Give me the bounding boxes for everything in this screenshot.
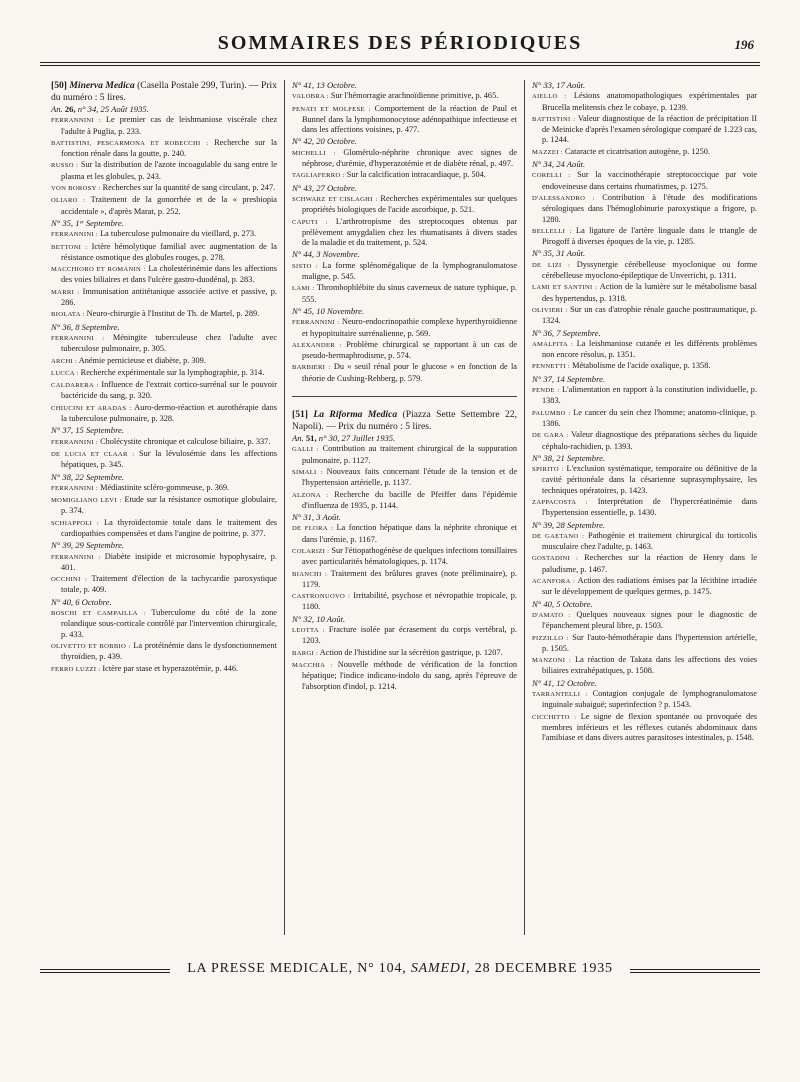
article-entry	[532, 361, 757, 372]
footer-journal: LA PRESSE MEDICALE, N° 104,	[187, 961, 407, 976]
article-entry	[51, 309, 277, 320]
article-author: LAMI :	[292, 285, 315, 293]
article-title: Anémie pernicieuse et diabète, p. 309.	[78, 355, 206, 365]
article-entry	[532, 610, 757, 632]
journal-info: (Piazza Sette Settembre 22, Napoli). — Prix du numéro : 5 lires.	[292, 409, 517, 432]
issue-date: N° 31, 3 Août.	[292, 512, 341, 523]
footer-day: SAMEDI,	[410, 961, 471, 976]
article-title: Influence de l'extrait cortico-surrénal sur le pouvoir bactéricide du sang, p. 320.	[61, 380, 277, 401]
article-author: COLARIZI :	[292, 547, 330, 555]
issue-heading	[532, 678, 757, 688]
article-entry	[51, 380, 277, 402]
journal-heading	[51, 80, 277, 103]
article-entry	[292, 340, 517, 362]
article-entry	[532, 689, 757, 711]
article-author: DE LUCIA ET CLAAR :	[51, 450, 135, 458]
article-title: Tuberculome du côté de la zone rolandique sous-corticale contrôlé par l'intervention chirurgicale, p. 433.	[61, 608, 277, 639]
article-entry	[51, 242, 277, 264]
article-author: FERRANNINI :	[51, 553, 101, 561]
issue-heading	[292, 249, 517, 259]
article-title: Quelques nouveaux signes pour le diagnostic de l'épanchement pleural libre, p. 1503.	[542, 609, 757, 631]
article-entry	[532, 385, 757, 407]
article-entry	[51, 437, 277, 448]
article-entry	[51, 449, 277, 471]
article-entry	[532, 282, 757, 304]
article-entry	[292, 490, 517, 512]
article-entry	[532, 531, 757, 553]
article-entry	[292, 467, 517, 489]
article-author: SISTO :	[292, 262, 319, 270]
footer-rule	[40, 969, 170, 970]
article-title: La protéinémie dans le dysfonctionnement thyroïdien, p. 439.	[61, 640, 277, 662]
article-author: DE GARA :	[532, 432, 569, 440]
journal-number: [50]	[51, 80, 67, 91]
article-title: Recherche sur la fonction rénale dans la goutte, p. 240.	[61, 137, 277, 159]
article-entry	[532, 576, 757, 598]
article-title: Fracture isolée par écrasement du corps vertébral, p. 1203.	[302, 625, 517, 646]
article-author: LUCCA :	[51, 369, 79, 377]
issue-date: N° 35, 1ᵉʳ Septembre.	[51, 217, 124, 228]
article-author: PENNETTI :	[532, 363, 570, 371]
issue-date: n° 34, 25 Août 1935.	[77, 104, 149, 114]
issue-heading	[292, 136, 517, 146]
column-1	[44, 80, 284, 935]
journal-name: Minerva Medica	[69, 80, 135, 91]
article-title: Recherches expérimentales sur quelques propriétés biologiques de l'acide ascorbique, p. 521.	[302, 193, 518, 215]
article-title: Contagion conjugale de lymphogranulomatose inguinale subaiguë; superinfection ? p. 1543.	[542, 689, 757, 710]
article-author: FERRANNINI :	[51, 484, 99, 492]
article-author: ALZONA :	[292, 491, 329, 499]
issue-date: N° 36, 7 Septembre.	[532, 327, 601, 338]
issue-prefix: An.	[51, 104, 63, 114]
issue-date: N° 39, 28 Septembre.	[532, 519, 606, 530]
issue-date: N° 37, 14 Septembre.	[532, 373, 606, 384]
article-author: TAGLIAFERRO :	[292, 172, 345, 180]
article-title: Thrombophlébite du sinus caverneux de nature typhique, p. 555.	[302, 283, 517, 304]
article-author: DE LIZI :	[532, 261, 571, 269]
article-author: MANZONI :	[532, 657, 572, 665]
article-title: La tuberculose pulmonaire du vieillard, p. 273.	[100, 229, 257, 239]
article-author: FERRO LUZZI :	[51, 665, 101, 673]
article-title: Valeur diagnostique de la réaction de précipitation II de Meinicke d'après l'examen sérologique comparé de 1.223 cas, p. 1244.	[542, 113, 757, 145]
article-entry	[292, 283, 517, 305]
article-title: Médiastinite scléro-gommeuse, p. 369.	[100, 482, 230, 492]
article-author: FERRANNINI :	[292, 319, 340, 327]
header-rule	[40, 65, 760, 66]
article-title: La forme splénomégalique de la lymphogranulomatose maligne, p. 545.	[302, 260, 517, 282]
article-author: CAPUTI :	[292, 218, 328, 226]
article-entry	[292, 91, 517, 102]
article-author: MACCHIA :	[292, 661, 333, 669]
issue-heading	[532, 328, 757, 338]
issue-heading	[51, 540, 277, 550]
article-title: Ictère hémolytique familial avec augmentation de la résistance osmotique des globules rouges, p. 278.	[61, 241, 277, 262]
issue-date: N° 32, 10 Août.	[292, 613, 346, 624]
article-author: VALOBRA :	[292, 93, 329, 101]
article-author: TARRANTELLI :	[532, 691, 588, 699]
article-title: Action des radiations émises par la lécithine irradiée sur le développement de quelques germes, p. 1475.	[542, 576, 757, 597]
article-entry	[532, 91, 757, 113]
article-entry	[292, 194, 517, 216]
article-author: BATTISTINI, PESCARMONA ET ROBECCHI :	[51, 139, 209, 147]
article-entry	[292, 569, 517, 591]
article-author: GOSTADINI :	[532, 555, 579, 563]
article-title: Nouveaux faits concernant l'étude de la tension et de l'hypertension artérielle, p. 1137.	[302, 466, 518, 488]
article-title: Métabolisme de l'acide oxalique, p. 1358.	[572, 361, 711, 371]
article-author: PALUMBO :	[532, 409, 571, 417]
column-3	[524, 80, 764, 935]
article-author: GALLI :	[292, 446, 319, 454]
article-author: RUSSO :	[51, 162, 79, 170]
article-author: SPIRITO :	[532, 466, 564, 474]
article-author: CHIUCINI ET ARADAS :	[51, 404, 132, 412]
issue-heading	[51, 104, 277, 114]
article-entry	[532, 339, 757, 361]
article-entry	[292, 104, 517, 136]
article-title: Nouvelle méthode de vérification de la fonction hépatique; l'indice indicano-indolo du sang, après l'épreuve de l'absorption d'indol, p. 1214.	[302, 659, 518, 691]
article-entry	[51, 483, 277, 494]
article-author: MOMIGLIANO LEVI :	[51, 497, 122, 505]
article-entry	[51, 287, 277, 309]
article-entry	[532, 430, 757, 452]
issue-date: N° 33, 17 Août.	[532, 80, 586, 90]
article-entry	[292, 591, 517, 613]
article-entry	[292, 362, 517, 384]
issue-heading	[51, 218, 277, 228]
footer-rule	[630, 969, 760, 970]
article-author: DE GAETANO :	[532, 532, 585, 540]
issue-heading	[532, 159, 757, 169]
article-entry	[51, 138, 277, 160]
article-title: Problème chirurgical se rapportant à un cas de pseudo-hermaphrodisme, p. 574.	[302, 339, 518, 361]
article-author: AIELLO :	[532, 93, 567, 101]
article-author: ZAPPACOSTA :	[532, 498, 588, 506]
issue-heading	[532, 520, 757, 530]
article-title: Action de la lumière sur le métabolisme basal des hypertendus, p. 1318.	[542, 282, 757, 303]
footer-rule	[40, 972, 170, 973]
issue-heading	[292, 183, 517, 193]
article-title: Action de l'histidine sur la sécrétion gastrique, p. 1207.	[319, 647, 503, 657]
article-title: Cholécystite chronique et calculose biliaire, p. 337.	[100, 436, 271, 446]
article-author: SIMALI :	[292, 468, 323, 476]
article-entry	[532, 633, 757, 655]
issue-date: N° 39, 29 Septembre.	[51, 540, 125, 551]
issue-date: N° 43, 27 Octobre.	[292, 182, 357, 193]
article-author: PENATI ET MOLFESE :	[292, 105, 371, 113]
article-author: CORELLI :	[532, 172, 571, 180]
article-author: CALDARERA :	[51, 382, 99, 390]
article-title: Etude sur la résistance osmotique globulaire, p. 374.	[61, 495, 277, 516]
article-entry	[51, 518, 277, 540]
issue-date: N° 36, 8 Septembre.	[51, 321, 120, 332]
article-entry	[532, 193, 757, 225]
article-entry	[51, 664, 277, 675]
article-author: BETTONI :	[51, 243, 88, 251]
issue-date: N° 41, 13 Octobre.	[292, 80, 357, 90]
issue-date: N° 38, 22 Septembre.	[51, 471, 125, 482]
article-entry	[532, 655, 757, 677]
article-title: La ligature de l'artère linguale dans le triangle de Pirogoff à diverses époques de la vie, p. 1285.	[542, 225, 757, 247]
article-title: Pathogénie et traitement chirurgical du torticolis musculaire chez l'adulte, p. 1463.	[542, 530, 757, 552]
article-entry	[532, 464, 757, 496]
journal-info: (Casella Postale 299, Turin). — Prix du numéro : 5 lires.	[51, 80, 278, 103]
article-title: Le premier cas de leishmaniose viscérale chez l'adulte à Puglia, p. 233.	[61, 115, 277, 136]
article-author: BARBIERI :	[292, 364, 331, 372]
article-title: Sur la distribution de l'azote incoagulable du sang entre le plasma et les globules, p. 243.	[61, 160, 277, 181]
article-entry	[532, 260, 757, 282]
article-title: Sur l'hémorragie arachnoïdienne primitive, p. 465.	[330, 91, 499, 101]
article-author: CICCHITTO :	[532, 713, 577, 721]
columns	[44, 80, 764, 935]
article-author: MARRI :	[51, 288, 80, 296]
article-entry	[51, 229, 277, 240]
article-title: Neuro-endocrinopathie complexe hyperthyroïdienne et hypopituitaire surrénalienne, p. 569.	[302, 317, 518, 338]
article-entry	[292, 523, 517, 545]
article-title: Auro-dermo-réaction et aurothérapie dans la tuberculose pulmonaire, p. 328.	[61, 402, 277, 424]
article-entry	[532, 226, 757, 248]
journal-heading	[292, 409, 517, 432]
article-title: Sur l'auto-hémothérapie dans l'hypertension artérielle, p. 1505.	[542, 632, 757, 653]
article-author: BIANCHI :	[292, 570, 328, 578]
article-title: La leishmaniose cutanée et les différents problèmes non encore résolus, p. 1351.	[542, 338, 757, 360]
issue-heading	[51, 425, 277, 435]
issue-heading	[292, 433, 517, 443]
article-entry	[51, 552, 277, 574]
article-title: La thyroïdectomie totale dans le traitement des cardiopathies compensées et dans l'angine de poitrine, p. 377.	[61, 517, 277, 538]
article-entry	[292, 625, 517, 647]
article-title: Du « seuil rénal pour le glucose » en fonction de la théorie de Cushing-Rehberg, p. 579.	[302, 362, 517, 383]
page-footer	[40, 958, 760, 988]
article-title: Contribution au traitement chirurgical de la suppuration pulmonaire, p. 1127.	[302, 444, 517, 465]
article-author: OLIARO :	[51, 197, 86, 205]
article-entry	[51, 115, 277, 137]
article-entry	[51, 403, 277, 425]
article-title: Le cancer du sein chez l'homme; anatomo-clinique, p. 1386.	[542, 407, 757, 428]
article-entry	[51, 183, 277, 194]
article-title: Valeur diagnostique des préparations sèches du liquide céphalo-rachidien, p. 1393.	[542, 430, 757, 451]
column-2	[284, 80, 524, 935]
article-author: D'AMATO :	[532, 611, 571, 619]
article-author: D'ALESSANDRO :	[532, 194, 595, 202]
issue-date: N° 38, 21 Septembre.	[532, 452, 606, 463]
issue-heading	[292, 614, 517, 624]
article-author: BOSCHI ET CAMPAILLA :	[51, 610, 146, 618]
article-author: ARCHI :	[51, 357, 78, 365]
article-entry	[292, 546, 517, 568]
issue-date: n° 30, 27 Juillet 1935.	[318, 433, 396, 444]
journal-number: [51]	[292, 409, 308, 421]
issue-heading	[292, 80, 517, 90]
article-author: ALEXANDER :	[292, 341, 342, 349]
article-author: VON BOROSY :	[51, 185, 101, 193]
journal-name: La Riforma Medica	[313, 409, 398, 421]
issue-heading	[532, 248, 757, 258]
article-title: L'arthrotropisme des streptocoques obtenus par prélèvement amygdalien chez les rhumatisants à divers stades de la maladie et du traitement, p. 524.	[302, 216, 517, 248]
article-title: Diabète insipide et microsomie hypophysaire, p. 401.	[61, 551, 277, 572]
issue-heading	[292, 512, 517, 522]
article-entry	[51, 195, 277, 217]
article-title: La fonction hépatique dans la néphrite chronique et dans l'urémie, p. 1167.	[302, 523, 518, 544]
issue-volume: 26,	[64, 104, 76, 114]
article-entry	[51, 264, 277, 286]
article-author: FERRANNINI :	[51, 231, 99, 239]
article-entry	[292, 261, 517, 283]
article-title: Recherches sur la réaction de Henry dans le paludisme, p. 1467.	[542, 553, 757, 574]
article-author: DE FLORA :	[292, 525, 333, 533]
article-title: Sur la calcification intracardiaque, p. 504.	[346, 170, 486, 180]
issue-volume: 51,	[305, 433, 317, 444]
article-author: MACCHIORO ET ROMANIN :	[51, 266, 146, 274]
article-title: Sur la vaccinothérapie streptococcique par voie endoveineuse dans certains rhumatismes, p. 1275.	[542, 170, 757, 191]
footer-text	[180, 961, 620, 977]
issue-heading	[51, 472, 277, 482]
article-author: PENDE :	[532, 387, 560, 395]
article-author: OCCHINI :	[51, 576, 88, 584]
article-title: Sur l'étiopathogénèse de quelques infections tonsillaires avec particularités hématologiques, p. 1174.	[302, 545, 517, 567]
issue-date: N° 37, 15 Septembre.	[51, 425, 125, 436]
article-title: Glomérulo-néphrite chronique avec signes de néphrose, d'urémie, d'hyperazotémie et de diabète rénal, p. 497.	[302, 147, 518, 169]
article-author: FERRANNINI :	[51, 334, 105, 342]
article-author: FERRANNINI :	[51, 117, 101, 125]
article-title: Ictère par stase et hyperazotémie, p. 446.	[102, 663, 239, 673]
article-title: Sur la lévulosémie dans les affections hépatiques, p. 345.	[61, 448, 277, 470]
article-entry	[51, 641, 277, 663]
article-author: CASTRONUOVO :	[292, 593, 351, 601]
issue-heading	[532, 599, 757, 609]
article-entry	[51, 608, 277, 640]
article-entry	[51, 160, 277, 182]
issue-heading	[532, 453, 757, 463]
article-author: SCHWARZ ET CISLAGHI :	[292, 195, 378, 203]
article-entry	[532, 305, 757, 327]
article-entry	[292, 170, 517, 181]
article-author: LAMI ET SANTINI :	[532, 284, 598, 292]
article-title: Recherche du bacille de Pfeiffer dans l'épidémie d'influenza de 1935, p. 1144.	[302, 489, 517, 510]
header-rule	[40, 62, 760, 63]
article-author: FERRANNINI :	[51, 438, 99, 446]
article-author: OLIVETTO ET BOBBIO :	[51, 642, 131, 650]
article-author: OLIVIERI :	[532, 306, 568, 314]
article-author: BARGI :	[292, 649, 319, 657]
journal-separator	[292, 396, 517, 397]
article-entry	[532, 553, 757, 575]
article-entry	[51, 356, 277, 367]
article-entry	[532, 712, 757, 744]
issue-date: N° 40, 6 Octobre.	[51, 596, 112, 607]
article-entry	[292, 648, 517, 659]
article-entry	[532, 170, 757, 192]
article-entry	[51, 333, 277, 355]
article-title: Comportement de la réaction de Paul et Bunnel dans la lymphomonocytose adénopathique infectieuse et dans les affections voisines, p. 477.	[302, 103, 518, 135]
article-title: Neuro-chirurgie à l'Institut de Th. de Martel, p. 289.	[86, 309, 260, 319]
article-title: Irritabilité, psychose et névropathie tropicale, p. 1180.	[302, 591, 517, 612]
article-entry	[532, 147, 757, 158]
article-title: Lésions anatomopathologiques expérimentales par Brucella melitensis chez le cobaye, p. 1239.	[542, 91, 758, 112]
article-entry	[532, 114, 757, 146]
article-entry	[532, 497, 757, 519]
article-title: Recherches sur la quantité de sang circulant, p. 247.	[102, 183, 276, 193]
article-title: Le signe de flexion spontanée ou provoquée des membres inférieurs et les réflexes cutanés abdominaux dans l'amibiase et dans divers autres parasitoses intestinales, p. 1548.	[542, 711, 758, 743]
article-title: Sur un cas d'atrophie rénale gauche posttraumatique, p. 1324.	[542, 304, 758, 326]
issue-date: N° 40, 5 Octobre.	[532, 598, 593, 609]
article-title: L'alimentation en rapport à la constitution individuelle, p. 1383.	[542, 385, 758, 406]
issue-date: N° 34, 24 Août.	[532, 159, 586, 170]
article-title: L'exclusion systématique, temporaire ou définitive de la cavité péritonéale dans la césarienne suprasymphysaire, les techniques opératoires, p. 1423.	[542, 464, 757, 495]
issue-date: N° 35, 31 Août.	[532, 248, 586, 259]
page-header	[40, 28, 760, 68]
footer-date: 28 DECEMBRE 1935	[474, 961, 613, 976]
article-entry	[51, 368, 277, 379]
article-author: LEOTTA :	[292, 627, 325, 635]
article-entry	[292, 217, 517, 249]
article-title: Méningite tuberculeuse chez l'adulte avec tuberculose pulmonaire, p. 305.	[61, 332, 278, 354]
article-title: La réaction de Takata dans les affections des voies biliaires extrahépatiques, p. 1508.	[542, 655, 757, 676]
page-number: 196	[734, 37, 754, 52]
article-title: Traitement de la gonorrhée et de la « presbiopia accidentale », d'après Marat, p. 252.	[61, 195, 277, 216]
article-title: Interprétation de l'hypercréatinémie dans l'hypertension essentielle, p. 1430.	[542, 496, 757, 518]
article-author: MICHELLI :	[292, 149, 336, 157]
issue-prefix: An.	[292, 433, 304, 444]
article-title: Contribution à l'étude des modifications sérologiques dans l'hémoglobinurie paroxystique a frigore, p. 1280.	[542, 192, 758, 224]
article-author: AMALFITA :	[532, 340, 574, 348]
article-entry	[51, 574, 277, 596]
article-entry	[292, 444, 517, 466]
article-author: ACANFORA :	[532, 578, 576, 586]
issue-heading	[532, 374, 757, 384]
article-title: Recherche expérimentale sur la lymphographie, p. 314.	[80, 367, 265, 377]
article-entry	[292, 148, 517, 170]
article-author: SCHIAPPOLI :	[51, 519, 100, 527]
article-title: Cataracte et cicatrisation autogène, p. 1250.	[564, 146, 711, 156]
article-entry	[532, 408, 757, 430]
article-entry	[292, 317, 517, 339]
article-author: BELLELLI :	[532, 227, 572, 235]
issue-date: N° 41, 12 Octobre.	[532, 677, 597, 688]
article-author: PIZZILLO :	[532, 634, 569, 642]
issue-heading	[532, 80, 757, 90]
issue-date: N° 42, 20 Octobre.	[292, 136, 357, 147]
issue-date: N° 45, 10 Novembre.	[292, 305, 365, 316]
article-author: BIOLATA :	[51, 311, 85, 319]
issue-date: N° 44, 3 Novembre.	[292, 249, 360, 260]
page-title: SOMMAIRES DES PÉRIODIQUES	[217, 32, 583, 54]
issue-heading	[51, 322, 277, 332]
article-title: Traitement d'élection de la tachycardie paroxystique totale, p. 409.	[61, 574, 277, 595]
article-author: MAZZEI :	[532, 148, 563, 156]
article-title: La cholestérinémie dans les affections des voies biliaires et dans l'ulcère gastro-duodénal, p. 283.	[61, 264, 278, 285]
issue-heading	[292, 306, 517, 316]
footer-rule	[630, 972, 760, 973]
article-entry	[292, 660, 517, 692]
article-author: BATTISTINI :	[532, 115, 576, 123]
article-title: Traitement des brûlures graves (note préliminaire), p. 1179.	[302, 568, 517, 589]
article-title: Dyssynergie cérébelleuse myoclonique ou forme cérébelleuse myoclono-épileptique de Unverricht, p. 1311.	[542, 259, 757, 281]
article-entry	[51, 495, 277, 517]
article-title: Immunisation antitétanique associée active et passive, p. 286.	[61, 286, 277, 308]
issue-heading	[51, 597, 277, 607]
